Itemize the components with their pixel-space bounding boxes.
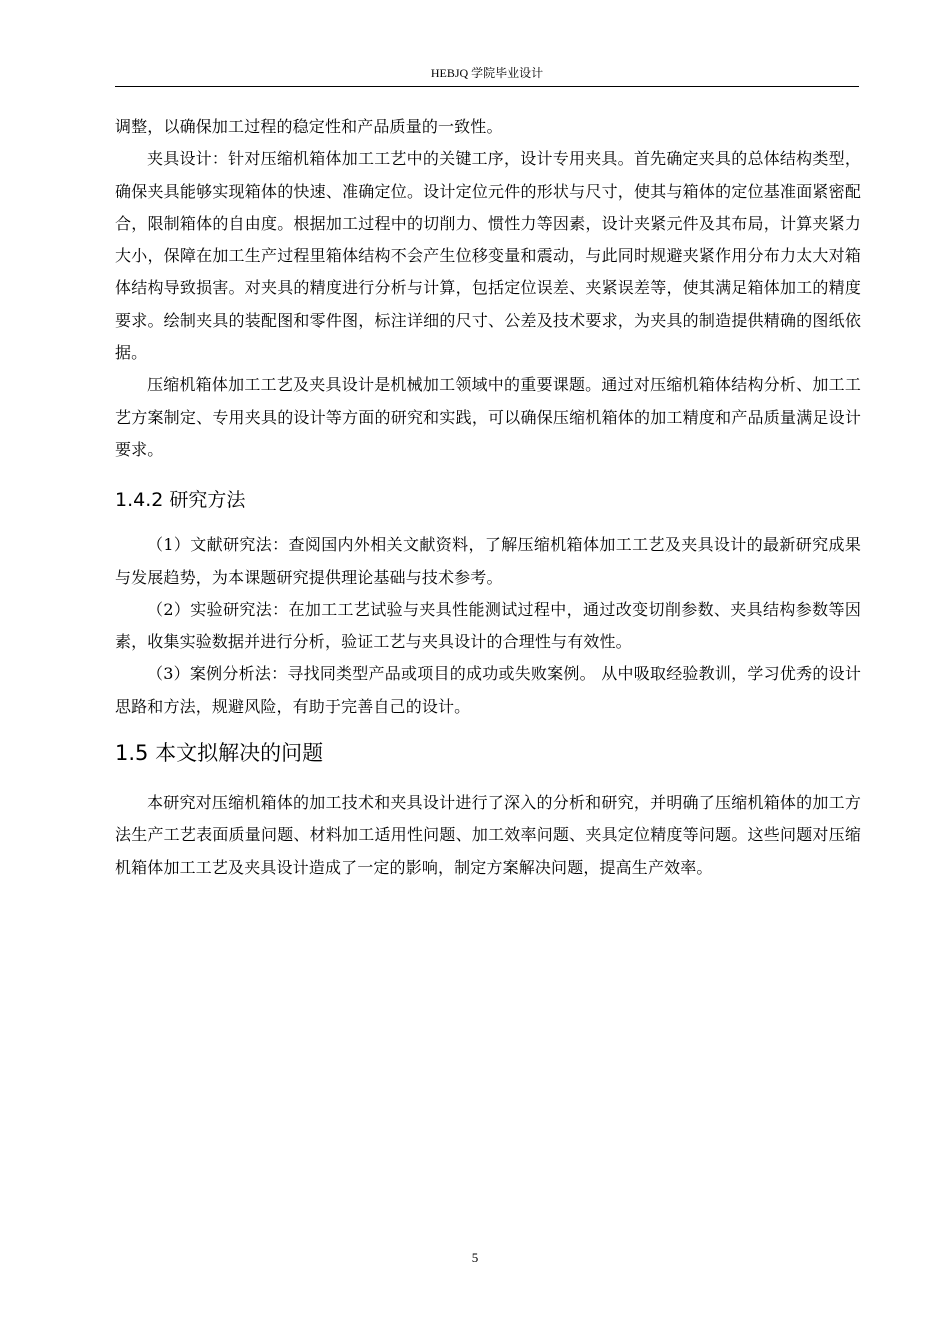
continuation-paragraph: 调整，以确保加工过程的稳定性和产品质量的一致性。: [115, 117, 503, 136]
fixture-design-paragraph: 夹具设计：针对压缩机箱体加工工艺中的关键工序，设计专用夹具。首先确定夹具的总体结构类型，确保夹具能够实现箱体的快速、准确定位。设计定位元件的形状与尺寸，使其与箱体的定位基准面紧密配合，限制箱体的自由度。根据加工过程中的切削力、惯性力等因素，设计夹紧元件及其布局，计算夹紧力大小，保障在加工生产过程里箱体结构不会产生位移变量和震动，与此同时规避夹紧作用分布力太大对箱体结构导致损害。对夹具的精度进行分析与计算，包括定位误差、夹紧误差等，使其满足箱体加工的精度要求。绘制夹具的装配图和零件图，标注详细的尺寸、公差及技术要求，为夹具的制造提供精确的图纸依据。: [115, 149, 861, 363]
page-content: [115, 111, 861, 884]
problems-paragraph: 本研究对压缩机箱体的加工技术和夹具设计进行了深入的分析和研究，并明确了压缩机箱体的加工方法生产工艺表面质量问题、材料加工适用性问题、加工效率问题、夹具定位精度等问题。这些问题对压缩机箱体加工工艺及夹具设计造成了一定的影响，制定方案解决问题，提高生产效率。: [115, 793, 861, 877]
method-item-experiment: （2）实验研究法：在加工工艺试验与夹具性能测试过程中，通过改变切削参数、夹具结构参数等因素，收集实验数据并进行分析，验证工艺与夹具设计的合理性与有效性。: [115, 599, 861, 652]
page-number: 5: [471, 1250, 479, 1265]
method-item-case-study: （3）案例分析法：寻找同类型产品或项目的成功或失败案例。 从中吸取经验教训，学习优秀的设计思路和方法，规避风险，有助于完善自己的设计。: [115, 664, 861, 716]
method-item-literature: （1）文献研究法：查阅国内外相关文献资料，了解压缩机箱体加工工艺及夹具设计的最新研究成果与发展趋势，为本课题研究提供理论基础与技术参考。: [115, 535, 861, 587]
summary-paragraph: 压缩机箱体加工工艺及夹具设计是机械加工领域中的重要课题。通过对压缩机箱体结构分析、加工工艺方案制定、专用夹具的设计等方面的研究和实践，可以确保压缩机箱体的加工精度和产品质量满足设计要求。: [115, 375, 861, 459]
header-rule: [115, 86, 859, 87]
section-heading-research-methods: 1.4.2 研究方法: [115, 489, 246, 512]
section-heading-problems: 1.5 本文拟解决的问题: [115, 741, 324, 766]
page-header: HEBJQ 学院毕业设计: [430, 66, 544, 80]
